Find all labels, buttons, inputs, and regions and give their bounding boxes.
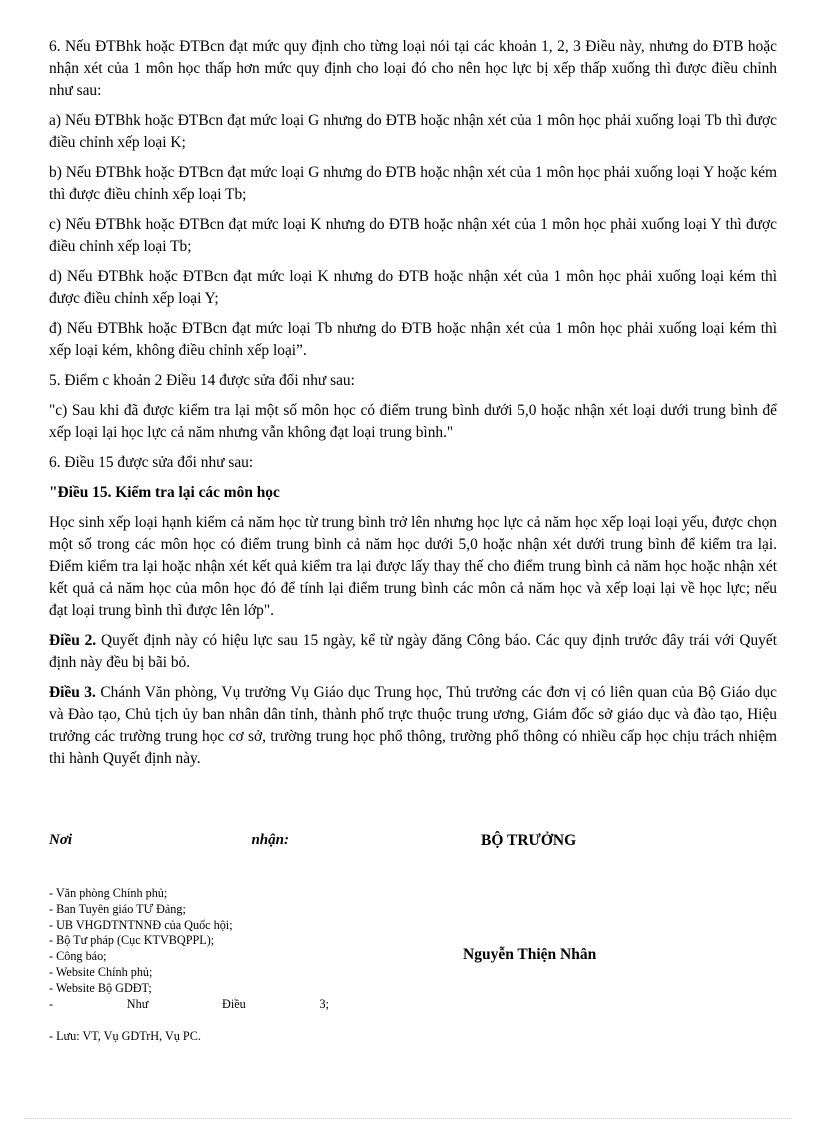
- article-15-title: "Điều 15. Kiểm tra lại các môn học: [49, 484, 280, 501]
- article-2: [49, 630, 777, 674]
- paragraph-6-intro: 6. Nếu ĐTBhk hoặc ĐTBcn đạt mức quy định cho từng loại nói tại các khoản 1, 2, 3 Điều này, nhưng do ĐTB hoặc nhận xét của 1 môn học thấp hơn mức quy định cho loại đó cho nên học lực bị xếp thấp xuống thì được điều chỉnh như sau:: [49, 38, 777, 99]
- recipient-word-3: 3;: [319, 996, 329, 1011]
- recipient-item-nhu-dieu-3: [49, 997, 329, 1013]
- recipient-item: - Công báo;: [49, 949, 107, 964]
- recipients-heading: [49, 832, 289, 849]
- paragraph-5c: "c) Sau khi đã được kiểm tra lại một số môn học có điểm trung bình dưới 5,0 hoặc nhận xét loại dưới trung bình để xếp loại lại học lực cả năm nhưng vẫn không đạt loại trung bình.": [49, 402, 777, 441]
- page-bottom-divider: [24, 1118, 792, 1119]
- recipient-item: - Văn phòng Chính phủ;: [49, 886, 168, 900]
- recipient-item: - Bộ Tư pháp (Cục KTVBQPPL);: [49, 933, 215, 948]
- signature-block: [49, 830, 777, 1080]
- recipient-dash: -: [49, 996, 54, 1011]
- article-2-label: Điều 2.: [49, 632, 97, 649]
- recipient-word-dieu: Điều: [222, 996, 246, 1011]
- article-15-body: Học sinh xếp loại hạnh kiểm cả năm học từ trung bình trở lên nhưng học lực cả năm học xếp loại loại yếu, được chọn một số trong các môn học có điểm trung bình cả năm học dưới 5,0 hoặc nhận xét dưới trung bình để kiểm tra lại. Điểm kiểm tra lại hoặc nhận xét kết quả kiểm tra lại được lấy thay thế cho điểm trung bình cả năm học hoặc nhận xét kết quả cả năm học của môn học đó để tính lại điểm trung bình các môn cả năm học và xếp loại lại về học lực; nếu đạt loại trung bình thì được lên lớp".: [49, 514, 777, 619]
- article-3-label: Điều 3.: [49, 684, 96, 701]
- recipients-list: [49, 886, 349, 1045]
- article-2-text: Quyết định này có hiệu lực sau 15 ngày, kể từ ngày đăng Công báo. Các quy định trước đây trái với Quyết định này đều bị bãi bỏ.: [49, 632, 777, 671]
- paragraph-c: c) Nếu ĐTBhk hoặc ĐTBcn đạt mức loại K nhưng do ĐTB hoặc nhận xét của 1 môn học phải xuống loại Y thì được điều chỉnh xếp loại Tb;: [49, 216, 777, 255]
- recipient-item: - Website Chính phủ;: [49, 964, 153, 979]
- recipient-word-nhu: Như: [126, 996, 149, 1011]
- recipient-item-archive: - Lưu: VT, Vụ GDTrH, Vụ PC.: [49, 1029, 201, 1044]
- recipients-heading-noi: Nơi: [49, 832, 73, 848]
- paragraph-a: a) Nếu ĐTBhk hoặc ĐTBcn đạt mức loại G nhưng do ĐTB hoặc nhận xét của 1 môn học phải xuống loại Tb thì được điều chỉnh xếp loại K;: [49, 112, 777, 151]
- paragraph-dd: đ) Nếu ĐTBhk hoặc ĐTBcn đạt mức loại Tb nhưng do ĐTB hoặc nhận xét của 1 môn học phải xuống loại kém thì xếp loại kém, không điều chỉnh xếp loại”.: [49, 320, 777, 359]
- document-body: [49, 36, 777, 778]
- recipient-item: - UB VHGDTNTNNĐ của Quốc hội;: [49, 917, 233, 932]
- paragraph-d: d) Nếu ĐTBhk hoặc ĐTBcn đạt mức loại K nhưng do ĐTB hoặc nhận xét của 1 môn học phải xuống loại kém thì được điều chỉnh xếp loại Y;: [49, 268, 777, 307]
- paragraph-6: 6. Điều 15 được sửa đổi như sau:: [49, 454, 254, 471]
- paragraph-b: b) Nếu ĐTBhk hoặc ĐTBcn đạt mức loại G nhưng do ĐTB hoặc nhận xét của 1 môn học phải xuống loại Y hoặc kém thì được điều chỉnh xếp loại Tb;: [49, 164, 777, 203]
- paragraph-5: 5. Điểm c khoản 2 Điều 14 được sửa đổi như sau:: [49, 372, 355, 389]
- signer-title: BỘ TRƯỞNG: [481, 832, 577, 849]
- recipient-item: - Website Bộ GDĐT;: [49, 980, 152, 995]
- recipients-heading-nhan: nhận:: [251, 832, 289, 848]
- recipient-item: - Ban Tuyên giáo TƯ Đảng;: [49, 901, 186, 916]
- signer-name: Nguyễn Thiện Nhân: [463, 946, 597, 963]
- article-3-text: Chánh Văn phòng, Vụ trưởng Vụ Giáo dục Trung học, Thủ trưởng các đơn vị có liên quan của Bộ Giáo dục và Đào tạo, Chủ tịch ủy ban nhân dân tỉnh, thành phố trực thuộc trung ương, Giám đốc sở giáo dục và đào tạo, Hiệu trưởng các trường trung học cơ sở, trường trung học phổ thông, trường phổ thông có nhiều cấp học chịu trách nhiệm thi hành Quyết định này.: [49, 684, 777, 767]
- article-3: [49, 682, 777, 770]
